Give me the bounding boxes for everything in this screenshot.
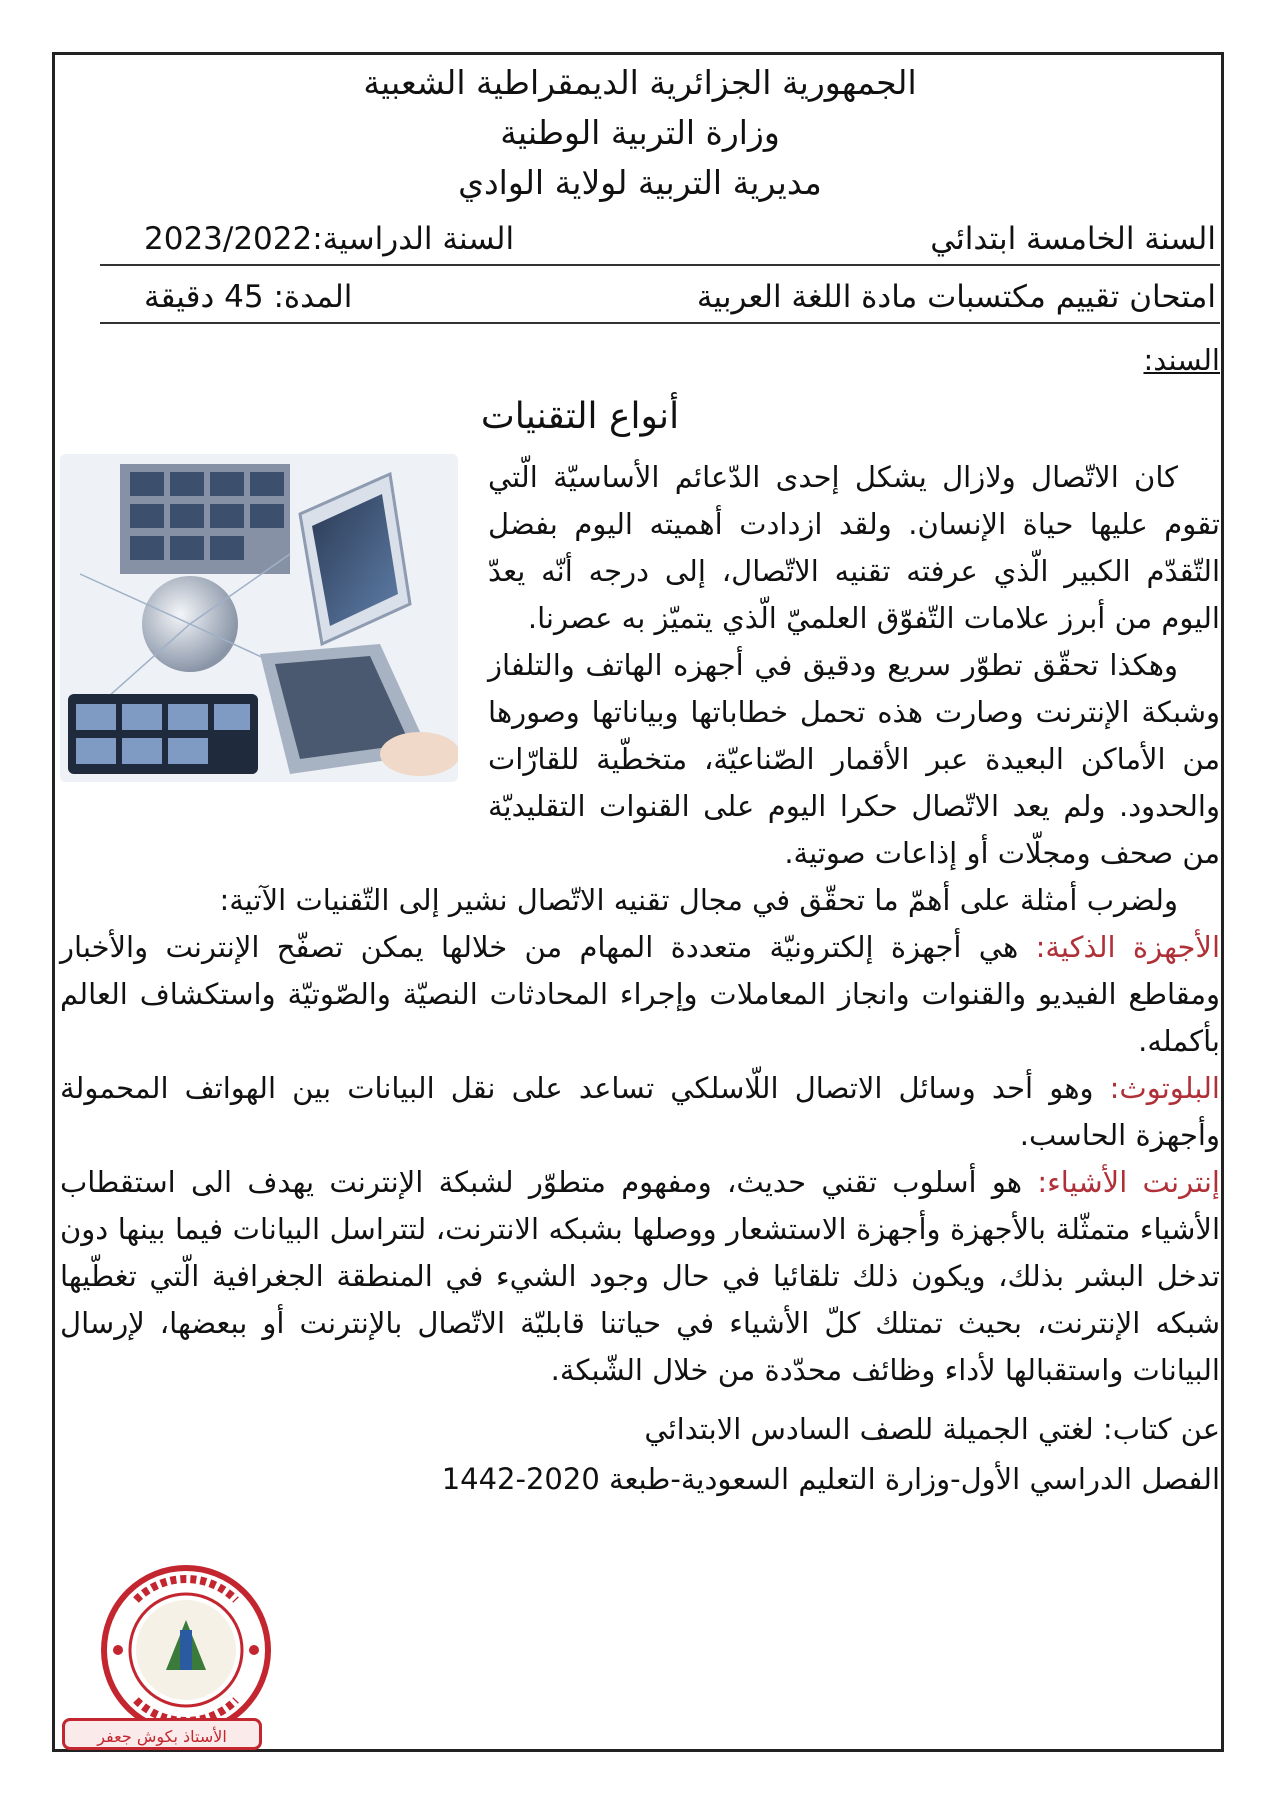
source-line-book: عن كتاب: لغتي الجميلة للصف السادس الابتدائي	[644, 1412, 1220, 1446]
section-label: السند:	[1143, 343, 1220, 377]
exam-title: امتحان تقييم مكتسبات مادة اللغة العربية	[696, 279, 1216, 315]
tech-item-smart-devices	[60, 924, 1220, 1065]
term-iot: إنترنت الأشياء:	[1037, 1165, 1220, 1199]
school-year-text: السنة الدراسية:2023/2022	[144, 221, 515, 257]
paragraph-3: ولضرب أمثلة على أهمّ ما تحقّق في مجال تقنيه الاتّصال نشير إلى التّقنيات الآتية:	[219, 883, 1178, 917]
def-smart-devices: هي أجهزة إلكترونيّة متعددة المهام من خلالها يمكن تصفّح الإنترنت والأخبار ومقاطع الفيديو والقنوات وانجاز المعاملات وإجراء المحادثات النصيّة والصّوتيّة واستكشاف العالم بأكمله.	[60, 930, 1220, 1058]
technology-devices-photo	[60, 454, 458, 782]
tech-item-bluetooth	[60, 1065, 1220, 1159]
source-citation	[60, 1404, 1220, 1504]
text-body	[60, 454, 1220, 1394]
def-iot: هو أسلوب تقني حديث، ومفهوم متطوّر لشبكة الإنترنت يهدف الى استقطاب الأشياء متمثّلة بالأجهزة وأجهزة الاستشعار ووصلها بشبكه الانترنت، لتتراسل البيانات فيما بينها دون تدخل البشر بذلك، ويكون ذلك تلقائيا في حال وجود الشيء في المنطقة الجغرافية الّتي تغطّيها شبكه الإنترنت، بحيث تمتلك كلّ الأشياء في حياتنا قابليّة الاتّصال بالإنترنت أو ببعضها، لإرسال البيانات واستقبالها لأداء وظائف محدّدة من خلال الشّبكة.	[60, 1165, 1220, 1387]
header-republic: الجمهورية الجزائرية الديمقراطية الشعبية	[363, 63, 917, 102]
document-content	[60, 58, 1220, 1504]
def-bluetooth: وهو أحد وسائل الاتصال اللّاسلكي تساعد على نقل البيانات بين الهواتف المحمولة وأجهزة الحاسب.	[60, 1071, 1220, 1152]
school-stamp-seal-icon	[96, 1560, 276, 1740]
header-directorate: مديرية التربية لولاية الوادي	[458, 163, 822, 202]
source-line-edition: الفصل الدراسي الأول-وزارة التعليم السعودية-طبعة 2020-1442	[441, 1462, 1220, 1496]
header-ministry: وزارة التربية الوطنية	[500, 113, 780, 152]
paragraph-2: وهكذا تحقّق تطوّر سريع ودقيق في أجهزه الهاتف والتلفاز وشبكة الإنترنت وصارت هذه تحمل خطاباتها وبياناتها وصورها من الأماكن البعيدة عبر الأقمار الصّناعيّة، متخطّية للقارّات والحدود. ولم يعد الاتّصال حكرا اليوم على القنوات التقليديّة من صحف ومجلّات أو إذاعات صوتية.	[488, 648, 1220, 870]
info-row-level	[100, 214, 1220, 266]
text-title: أنواع التقنيات	[480, 396, 680, 437]
duration-text: المدة: 45 دقيقة	[144, 279, 353, 315]
teacher-signature: الأستاذ بكوش جعفر	[62, 1718, 262, 1750]
info-row-exam	[100, 272, 1220, 324]
tech-item-iot	[60, 1159, 1220, 1394]
paragraph-1: كان الاتّصال ولازال يشكل إحدى الدّعائم الأساسيّة الّتي تقوم عليها حياة الإنسان. ولقد ازدادت أهميته اليوم بفضل التّقدّم الكبير الّذي عرفته تقنيه الاتّصال، إلى درجه أنّه يعدّ اليوم من أبرز علامات التّفوّق العلميّ الّذي يتميّز به عصرنا.	[488, 460, 1220, 635]
term-smart-devices: الأجهزة الذكية:	[1035, 930, 1220, 964]
term-bluetooth: البلوتوث:	[1109, 1071, 1220, 1105]
level-text: السنة الخامسة ابتدائي	[930, 221, 1216, 257]
